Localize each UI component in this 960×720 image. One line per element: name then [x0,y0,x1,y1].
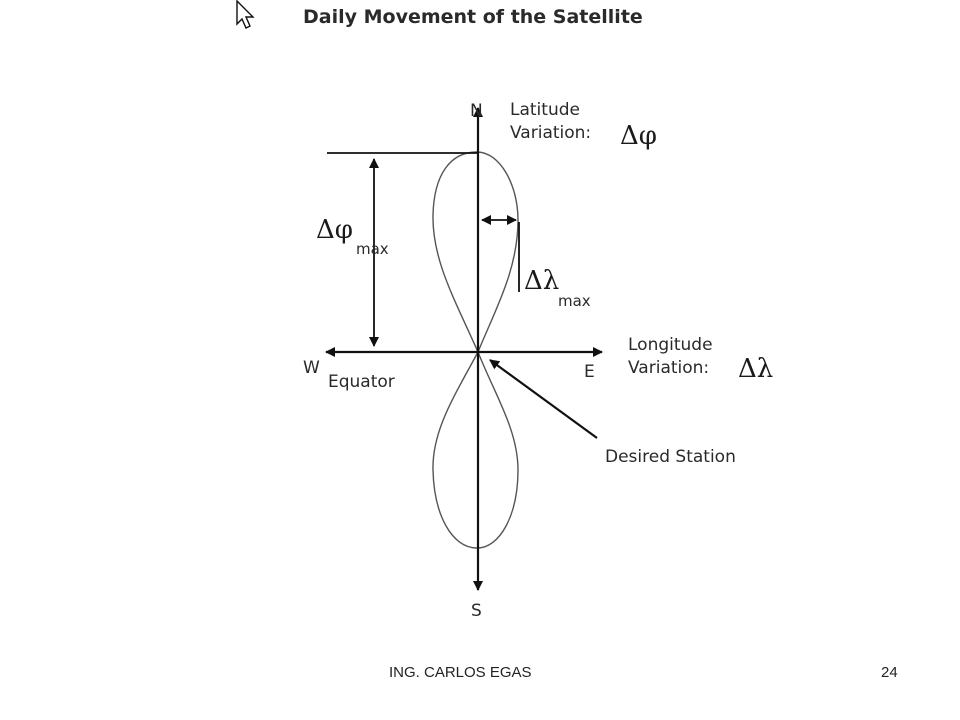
footer-author: ING. CARLOS EGAS [389,664,532,681]
ground-track-lower-lobe [433,352,518,548]
longitude-note-line2: Variation: [628,358,710,378]
latitude-note-line2: Variation: [510,123,592,143]
south-label: S [471,601,482,621]
footer-page-number: 24 [881,664,898,681]
latitude-note-symbol: Δφ [620,121,657,151]
longitude-note-line1: Longitude [628,335,713,355]
equator-label: Equator [328,372,395,392]
east-label: E [584,362,595,382]
delta-lambda-max-symbol: Δλ [524,266,560,296]
desired-station-arrow [490,360,597,438]
delta-phi-max-subscript: max [356,240,389,258]
latitude-note-line1: Latitude [510,100,580,120]
north-label: N [470,101,483,121]
ground-track-upper-lobe [433,152,518,352]
longitude-note-symbol: Δλ [738,354,774,384]
delta-phi-max-symbol: Δφ [316,215,353,245]
delta-lambda-max-subscript: max [558,292,591,310]
desired-station-label: Desired Station [605,447,736,467]
slide-title: Daily Movement of the Satellite [303,6,643,28]
west-label: W [303,358,320,378]
